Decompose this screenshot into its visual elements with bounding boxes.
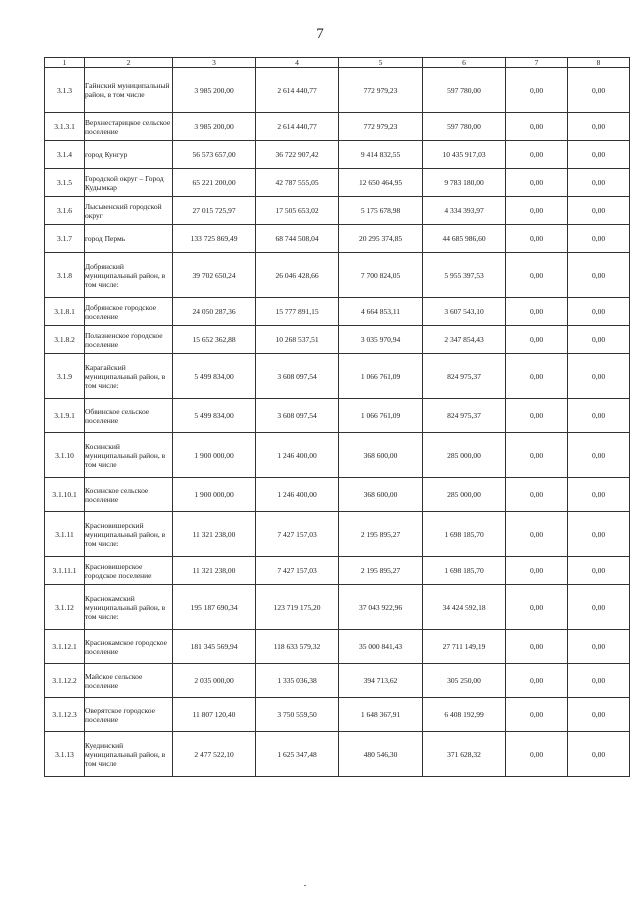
- value-col-8: 0,00: [568, 354, 630, 399]
- row-name: Краснокамский муниципальный район, в том числе:: [85, 585, 173, 630]
- value-col-5: 9 414 832,55: [339, 141, 423, 169]
- row-name: Краснокамское городское поселение: [85, 630, 173, 664]
- value-col-6: 44 685 986,60: [423, 225, 506, 253]
- budget-table: [44, 57, 630, 777]
- value-col-3: 181 345 569,94: [173, 630, 256, 664]
- value-col-5: 2 195 895,27: [339, 557, 423, 585]
- value-col-6: 27 711 149,19: [423, 630, 506, 664]
- value-col-5: 20 295 374,85: [339, 225, 423, 253]
- value-col-5: 1 648 367,91: [339, 698, 423, 732]
- table-row: [45, 630, 630, 664]
- value-col-6: 6 408 192,99: [423, 698, 506, 732]
- row-name: Гайнский муниципальный район, в том числе: [85, 68, 173, 113]
- row-name: Косинское сельское поселение: [85, 478, 173, 512]
- value-col-3: 5 499 834,00: [173, 354, 256, 399]
- value-col-6: 3 607 543,10: [423, 298, 506, 326]
- row-code: 3.1.3: [45, 68, 85, 113]
- value-col-5: 1 066 761,09: [339, 354, 423, 399]
- table-body: [45, 68, 630, 777]
- page-number: 7: [316, 26, 324, 42]
- value-col-4: 3 750 559,50: [256, 698, 339, 732]
- value-col-8: 0,00: [568, 630, 630, 664]
- table-row: [45, 585, 630, 630]
- table-row: [45, 433, 630, 478]
- value-col-6: 305 250,00: [423, 664, 506, 698]
- value-col-4: 10 268 537,51: [256, 326, 339, 354]
- value-col-7: 0,00: [506, 253, 568, 298]
- value-col-5: 394 713,62: [339, 664, 423, 698]
- value-col-4: 1 335 036,38: [256, 664, 339, 698]
- row-code: 3.1.12: [45, 585, 85, 630]
- row-name: Верхнестарицкое сельское поселение: [85, 113, 173, 141]
- value-col-4: 118 633 579,32: [256, 630, 339, 664]
- row-code: 3.1.6: [45, 197, 85, 225]
- value-col-3: 1 900 000,00: [173, 478, 256, 512]
- value-col-4: 7 427 157,03: [256, 512, 339, 557]
- value-col-7: 0,00: [506, 354, 568, 399]
- value-col-3: 2 477 522,10: [173, 732, 256, 777]
- value-col-6: 4 334 393,97: [423, 197, 506, 225]
- scan-speck: [304, 885, 306, 886]
- value-col-3: 1 900 000,00: [173, 433, 256, 478]
- table-row: [45, 68, 630, 113]
- value-col-3: 11 321 238,00: [173, 557, 256, 585]
- row-code: 3.1.3.1: [45, 113, 85, 141]
- value-col-3: 39 702 650,24: [173, 253, 256, 298]
- table-row: [45, 253, 630, 298]
- table-row: [45, 326, 630, 354]
- value-col-4: 2 614 440,77: [256, 113, 339, 141]
- value-col-7: 0,00: [506, 68, 568, 113]
- value-col-8: 0,00: [568, 253, 630, 298]
- value-col-3: 56 573 657,00: [173, 141, 256, 169]
- value-col-5: 772 979,23: [339, 113, 423, 141]
- column-header: 4: [256, 58, 339, 68]
- value-col-3: 195 187 690,34: [173, 585, 256, 630]
- column-number-row: [45, 58, 630, 68]
- row-code: 3.1.8.1: [45, 298, 85, 326]
- value-col-5: 5 175 678,98: [339, 197, 423, 225]
- value-col-3: 2 035 000,00: [173, 664, 256, 698]
- value-col-5: 7 700 824,05: [339, 253, 423, 298]
- row-name: Красновишерское городское поселение: [85, 557, 173, 585]
- value-col-3: 65 221 200,00: [173, 169, 256, 197]
- value-col-3: 3 985 200,00: [173, 113, 256, 141]
- column-header: 6: [423, 58, 506, 68]
- value-col-7: 0,00: [506, 630, 568, 664]
- row-name: Майское сельское поселение: [85, 664, 173, 698]
- value-col-6: 285 000,00: [423, 478, 506, 512]
- value-col-4: 42 787 555,05: [256, 169, 339, 197]
- value-col-7: 0,00: [506, 698, 568, 732]
- value-col-6: 1 698 185,70: [423, 557, 506, 585]
- value-col-7: 0,00: [506, 478, 568, 512]
- value-col-8: 0,00: [568, 197, 630, 225]
- row-name: Косинский муниципальный район, в том числе: [85, 433, 173, 478]
- table-row: [45, 225, 630, 253]
- value-col-6: 1 698 185,70: [423, 512, 506, 557]
- value-col-3: 11 807 120,40: [173, 698, 256, 732]
- value-col-4: 36 722 907,42: [256, 141, 339, 169]
- value-col-4: 1 625 347,48: [256, 732, 339, 777]
- value-col-7: 0,00: [506, 433, 568, 478]
- row-name: Оверятское городское поселение: [85, 698, 173, 732]
- value-col-6: 597 780,00: [423, 68, 506, 113]
- value-col-3: 5 499 834,00: [173, 399, 256, 433]
- row-code: 3.1.11: [45, 512, 85, 557]
- value-col-4: 1 246 400,00: [256, 433, 339, 478]
- value-col-4: 15 777 891,15: [256, 298, 339, 326]
- value-col-5: 1 066 761,09: [339, 399, 423, 433]
- value-col-4: 123 719 175,20: [256, 585, 339, 630]
- value-col-6: 10 435 917,03: [423, 141, 506, 169]
- row-name: Полазненское городское поселение: [85, 326, 173, 354]
- row-code: 3.1.8.2: [45, 326, 85, 354]
- value-col-5: 2 195 895,27: [339, 512, 423, 557]
- value-col-4: 1 246 400,00: [256, 478, 339, 512]
- value-col-6: 824 975,37: [423, 399, 506, 433]
- row-name: Добрянское городское поселение: [85, 298, 173, 326]
- row-name: Карагайский муниципальный район, в том числе:: [85, 354, 173, 399]
- row-code: 3.1.10.1: [45, 478, 85, 512]
- column-header: 2: [85, 58, 173, 68]
- value-col-4: 26 046 428,66: [256, 253, 339, 298]
- value-col-5: 37 043 922,96: [339, 585, 423, 630]
- table-row: [45, 354, 630, 399]
- table-row: [45, 197, 630, 225]
- value-col-8: 0,00: [568, 298, 630, 326]
- row-code: 3.1.12.3: [45, 698, 85, 732]
- value-col-7: 0,00: [506, 399, 568, 433]
- row-code: 3.1.9.1: [45, 399, 85, 433]
- table-row: [45, 141, 630, 169]
- value-col-8: 0,00: [568, 433, 630, 478]
- column-header: 7: [506, 58, 568, 68]
- column-header: 8: [568, 58, 630, 68]
- row-name: Лысьвенский городской округ: [85, 197, 173, 225]
- row-code: 3.1.8: [45, 253, 85, 298]
- value-col-8: 0,00: [568, 585, 630, 630]
- value-col-7: 0,00: [506, 197, 568, 225]
- value-col-3: 133 725 869,49: [173, 225, 256, 253]
- value-col-8: 0,00: [568, 698, 630, 732]
- value-col-8: 0,00: [568, 478, 630, 512]
- value-col-8: 0,00: [568, 113, 630, 141]
- value-col-5: 35 000 841,43: [339, 630, 423, 664]
- value-col-7: 0,00: [506, 512, 568, 557]
- value-col-7: 0,00: [506, 557, 568, 585]
- value-col-8: 0,00: [568, 326, 630, 354]
- value-col-4: 3 608 097,54: [256, 354, 339, 399]
- row-name: город Кунгур: [85, 141, 173, 169]
- value-col-8: 0,00: [568, 68, 630, 113]
- value-col-6: 824 975,37: [423, 354, 506, 399]
- value-col-4: 3 608 097,54: [256, 399, 339, 433]
- row-code: 3.1.10: [45, 433, 85, 478]
- table-row: [45, 399, 630, 433]
- value-col-3: 24 050 287,36: [173, 298, 256, 326]
- value-col-8: 0,00: [568, 664, 630, 698]
- table-row: [45, 113, 630, 141]
- value-col-7: 0,00: [506, 298, 568, 326]
- value-col-4: 2 614 440,77: [256, 68, 339, 113]
- table-row: [45, 512, 630, 557]
- row-name: Городской округ – Город Кудымкар: [85, 169, 173, 197]
- value-col-3: 27 015 725,97: [173, 197, 256, 225]
- row-code: 3.1.13: [45, 732, 85, 777]
- value-col-7: 0,00: [506, 141, 568, 169]
- value-col-5: 12 650 464,95: [339, 169, 423, 197]
- value-col-8: 0,00: [568, 225, 630, 253]
- value-col-6: 2 347 854,43: [423, 326, 506, 354]
- value-col-7: 0,00: [506, 225, 568, 253]
- column-header: 3: [173, 58, 256, 68]
- value-col-7: 0,00: [506, 326, 568, 354]
- value-col-8: 0,00: [568, 169, 630, 197]
- value-col-8: 0,00: [568, 557, 630, 585]
- row-code: 3.1.12.1: [45, 630, 85, 664]
- table-row: [45, 557, 630, 585]
- table-row: [45, 698, 630, 732]
- value-col-5: 772 979,23: [339, 68, 423, 113]
- row-code: 3.1.7: [45, 225, 85, 253]
- value-col-8: 0,00: [568, 141, 630, 169]
- value-col-6: 9 783 180,00: [423, 169, 506, 197]
- row-code: 3.1.4: [45, 141, 85, 169]
- column-header: 5: [339, 58, 423, 68]
- value-col-7: 0,00: [506, 585, 568, 630]
- value-col-6: 5 955 397,53: [423, 253, 506, 298]
- row-code: 3.1.11.1: [45, 557, 85, 585]
- table-row: [45, 298, 630, 326]
- table-row: [45, 664, 630, 698]
- value-col-7: 0,00: [506, 732, 568, 777]
- table-row: [45, 478, 630, 512]
- column-header: 1: [45, 58, 85, 68]
- value-col-7: 0,00: [506, 664, 568, 698]
- row-name: Добрянский муниципальный район, в том числе:: [85, 253, 173, 298]
- value-col-5: 4 664 853,11: [339, 298, 423, 326]
- row-name: город Пермь: [85, 225, 173, 253]
- value-col-3: 15 652 362,88: [173, 326, 256, 354]
- value-col-6: 371 628,32: [423, 732, 506, 777]
- value-col-4: 68 744 508,04: [256, 225, 339, 253]
- value-col-5: 480 546,30: [339, 732, 423, 777]
- value-col-7: 0,00: [506, 169, 568, 197]
- table-row: [45, 169, 630, 197]
- row-name: Обвинское сельское поселение: [85, 399, 173, 433]
- row-name: Куединский муниципальный район, в том числе: [85, 732, 173, 777]
- value-col-4: 7 427 157,03: [256, 557, 339, 585]
- value-col-6: 34 424 592,18: [423, 585, 506, 630]
- value-col-5: 368 600,00: [339, 478, 423, 512]
- row-code: 3.1.12.2: [45, 664, 85, 698]
- row-code: 3.1.9: [45, 354, 85, 399]
- value-col-6: 285 000,00: [423, 433, 506, 478]
- value-col-8: 0,00: [568, 512, 630, 557]
- value-col-3: 3 985 200,00: [173, 68, 256, 113]
- row-name: Красновишерский муниципальный район, в том числе:: [85, 512, 173, 557]
- value-col-8: 0,00: [568, 732, 630, 777]
- row-code: 3.1.5: [45, 169, 85, 197]
- value-col-6: 597 780,00: [423, 113, 506, 141]
- value-col-4: 17 505 653,02: [256, 197, 339, 225]
- value-col-5: 3 035 970,94: [339, 326, 423, 354]
- value-col-8: 0,00: [568, 399, 630, 433]
- value-col-7: 0,00: [506, 113, 568, 141]
- value-col-5: 368 600,00: [339, 433, 423, 478]
- table-row: [45, 732, 630, 777]
- value-col-3: 11 321 238,00: [173, 512, 256, 557]
